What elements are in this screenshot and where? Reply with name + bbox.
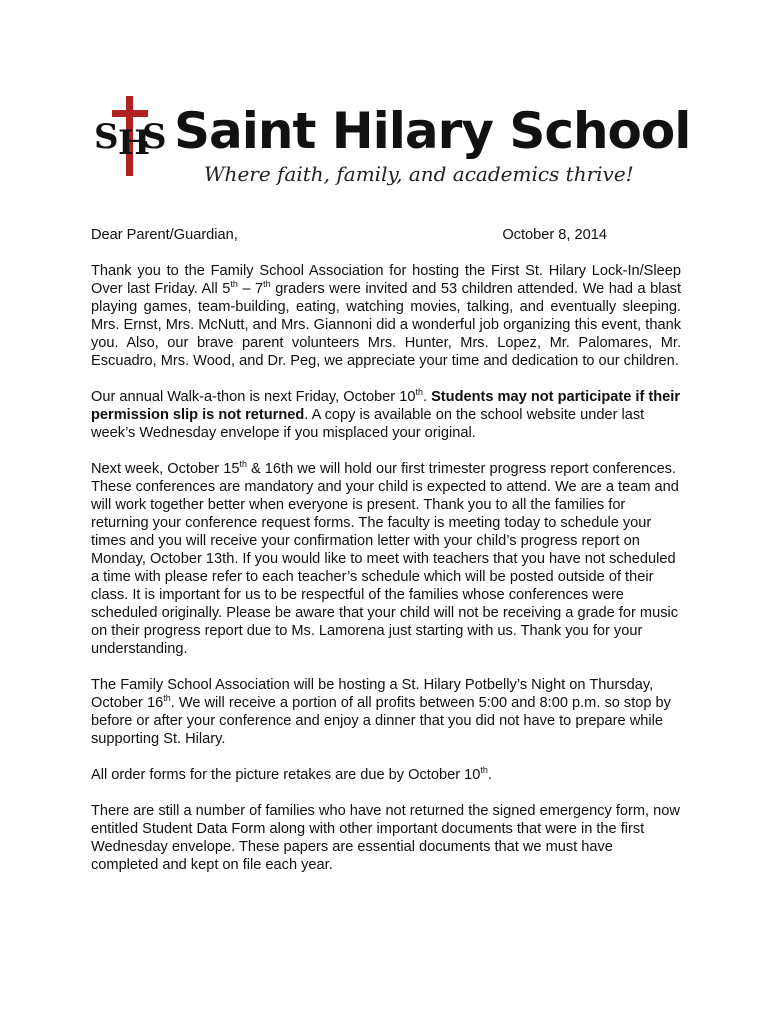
svg-text:S: S [142, 117, 167, 157]
svg-text:S: S [94, 117, 119, 157]
paragraph-walk-a-thon: Our annual Walk-a-thon is next Friday, October 10th. Students may not participate if their permission slip is not returned. A copy is available on the school website under last week’s Wednesday envelope if you misplaced your original. [91, 387, 681, 441]
letterhead [92, 92, 691, 192]
school-tagline: Where faith, family, and academics thrive! [204, 162, 634, 186]
paragraph-potbelly-night: The Family School Association will be hosting a St. Hilary Potbelly’s Night on Thursday, October 16th. We will receive a portion of all profits between 5:00 and 8:00 p.m. so stop by before or after your conference and enjoy a dinner that you did not have to prepare while supporting St. Hilary. [91, 677, 671, 747]
school-name: Saint Hilary School [174, 102, 691, 160]
salutation-row [91, 226, 681, 244]
paragraph-lock-in: Thank you to the Family School Association for hosting the First St. Hilary Lock-In/Sleep Over last Friday. All 5th – 7th graders were invited and 53 children attended. We had a blast playing games, team-building, eating, watching movies, talking, and eventually sleeping. Mrs. Ernst, Mrs. McNutt, and Mrs. Giannoni did a wonderful job organizing this event, thank you. Also, our brave parent volunteers Mrs. Hunter, Mrs. Lopez, Mr. Palomares, Mr. Escuadro, Mrs. Wood, and Dr. Peg, we appreciate your time and dedication to our children. [91, 263, 681, 369]
paragraph-picture-retakes: All order forms for the picture retakes are due by October 10th. [91, 765, 492, 783]
paragraph-conferences: Next week, October 15th & 16th we will hold our first trimester progress report conferences. These conferences are mandatory and your child is expected to attend. We are a team and will work together better when everyone is present. Thank you to all the families for returning your conference request forms. The faculty is meeting today to schedule your times and you will receive your confirmation letter with your child’s progress report on Monday, October 13th. If you would like to meet with teachers that you have not scheduled a time with please refer to each teacher’s schedule which will be posted outside of their class. It is important for us to be respectful of the families whose conferences were scheduled originally. Please be aware that your child will not be receiving a grade for music on their progress report due to Ms. Lamorena just starting with us. Thank you for your understanding. [91, 459, 679, 657]
school-logo-cross-icon [92, 94, 170, 178]
paragraph-emergency-form: There are still a number of families who have not returned the signed emergency form, now entitled Student Data Form along with other important documents that were in the first Wednesday envelope. These papers are essential documents that we must have completed and kept on file each year. [91, 803, 680, 873]
permission-slip-warning: Students may not participate if their permission slip is not returned [91, 389, 681, 423]
letter-body [91, 226, 681, 892]
salutation: Dear Parent/Guardian, [91, 227, 238, 243]
letter-date: October 8, 2014 [502, 227, 607, 243]
svg-text:H: H [118, 123, 151, 163]
